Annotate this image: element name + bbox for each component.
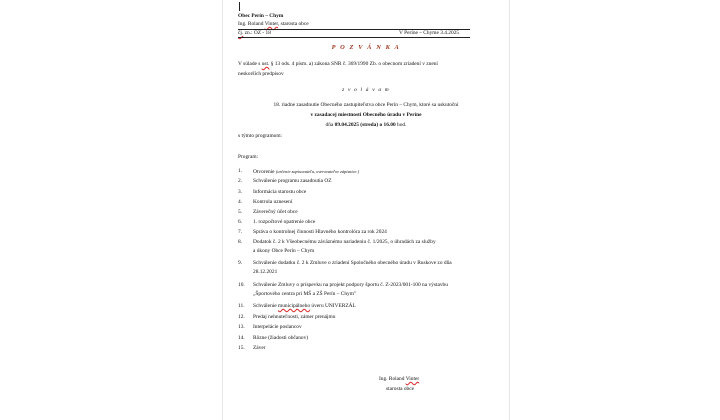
- item-number: 15.: [238, 345, 245, 351]
- list-item: Otvorenie (určenie zapisovateľa, overovateľov zápisnice.): [253, 169, 360, 175]
- list-item-continuation: 28.12.2021: [253, 269, 278, 275]
- list-item-continuation: a úkony Obce Perín – Chym: [253, 248, 315, 254]
- mayor-line: Ing. Roland Vinter, starosta obce: [238, 21, 309, 27]
- list-item: Predaj nehnuteľnosti, zámer prenájmu: [253, 314, 336, 320]
- item-number: 9.: [238, 260, 243, 266]
- document-page: [222, 0, 510, 420]
- meeting-line-4: s týmto programom:: [238, 133, 283, 139]
- list-item: Schválenie municipálneho úveru UNIVERZÁL: [253, 303, 356, 309]
- list-item: Schválenie Zmluvy o príspevku na projekt podpory športu č. Z-2023/001-100 na výstavbu: [253, 282, 448, 288]
- list-item: Dodatok č. 2 k Všeobecnému záväznému nariadeniu č. 1/2025, o úhradách za služby: [253, 239, 436, 245]
- item-number: 14.: [238, 335, 245, 341]
- meeting-line-1: 18. riadne zasadnutie Obecného zastupiteľstva obce Perín – Chym, ktoré sa uskutoční: [273, 102, 459, 108]
- list-item: Správa o kontrolnej činnosti Hlavného kontrolóra za rok 2024: [253, 229, 387, 235]
- intro-line-2: neskorších predpisov: [238, 71, 284, 77]
- item-number: 6.: [238, 219, 243, 225]
- list-item: Interpelácie poslancov: [253, 324, 302, 330]
- item-number: 4.: [238, 199, 243, 205]
- item-number: 5.: [238, 209, 243, 215]
- list-item: 1. rozpočtové opatrenie obce: [253, 219, 316, 225]
- signature-role: starosta obce: [386, 386, 414, 392]
- list-item: Kontrola uznesení: [253, 199, 293, 205]
- item-number: 1.: [238, 168, 243, 174]
- item-number: 3.: [238, 189, 243, 195]
- document-title: P O Z V Á N K A: [331, 44, 401, 51]
- item-number: 8.: [238, 239, 243, 245]
- intro-line-1: V súlade s ust. § 13 ods. 4 písm. a) zákona SNR č. 369/1990 Zb. o obecnom zriadení v znení: [238, 61, 438, 67]
- list-item-continuation: „Športového centra pri MŠ a ZŠ Perín – Chym": [253, 291, 357, 297]
- item-number: 10.: [238, 282, 245, 288]
- program-label: Program:: [238, 154, 259, 160]
- header-rule-bottom: [238, 37, 470, 38]
- item-number: 13.: [238, 324, 245, 330]
- reference-number: čj. zn.: OZ - 18: [238, 30, 271, 36]
- list-item: Schválenie dodatku č. 2 k Zmluve o zriadení Spoločného obecného úradu v Ruskove zo dňa: [253, 260, 452, 266]
- item-number: 12.: [238, 314, 245, 320]
- list-item: Rôzne (žiadosti občanov): [253, 335, 309, 341]
- list-item: Schválenie programu zasadnutia OZ: [253, 178, 332, 184]
- item-number: 7.: [238, 229, 243, 235]
- item-number: 11.: [238, 303, 245, 309]
- convene-heading: z v o l á v a m: [342, 87, 390, 93]
- item-number: 2.: [238, 178, 243, 184]
- municipality-name: Obec Perín – Chym: [238, 13, 284, 19]
- list-item: Záver: [253, 345, 266, 351]
- meeting-date: dňa 09.04.2025 (streda) o 16.00 hod.: [325, 122, 407, 128]
- list-item: Záverečný účet obce: [253, 209, 298, 215]
- meeting-location: v zasadacej miestnosti Obecného úradu v Períne: [310, 112, 422, 118]
- text-cursor: [239, 2, 240, 11]
- place-date: V Períne – Chyme 3.4.2025: [399, 30, 460, 36]
- signature-name: Ing. Roland Vinter: [379, 376, 420, 382]
- list-item: Informácia starostu obce: [253, 189, 307, 195]
